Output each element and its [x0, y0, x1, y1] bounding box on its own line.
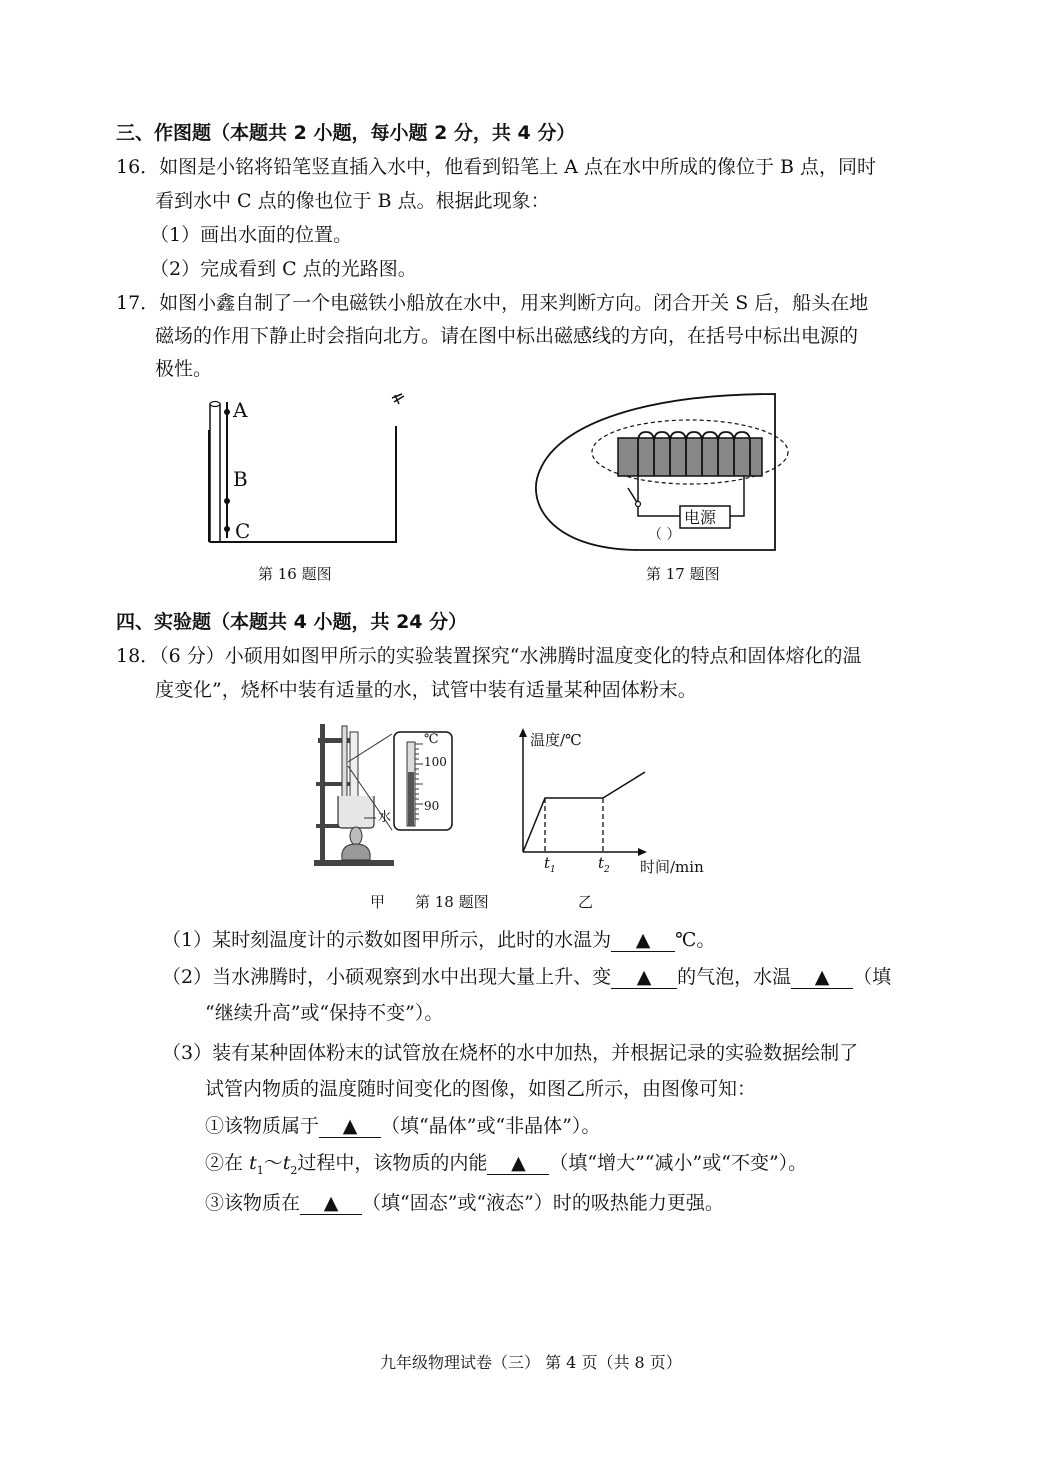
q17-line-2: 磁场的作用下静止时会指向北方。请在图中标出磁感线的方向，在括号中标出电源的	[155, 325, 859, 347]
fig18-cap-yi: 乙	[578, 893, 594, 911]
q18-line-2: 度变化”，烧杯中装有适量的水，试管中装有适量某种固体粉末。	[155, 679, 697, 701]
q18-part-3-1: ①该物质属于 ▲ （填“晶体”或“非晶体”）。	[205, 1115, 601, 1137]
q16-line-1: 16．如图是小铭将铅笔竖直插入水中，他看到铅笔上 A 点在水中所成的像位于 B 点，同时	[116, 156, 877, 178]
q18-part-3-3: ③该物质在 ▲ （填“固态”或“液态”）时的吸热能力更强。	[205, 1192, 724, 1214]
section-heading-3: 三、作图题（本题共 2 小题，每小题 2 分，共 4 分）	[116, 122, 576, 144]
figure-18-apparatus	[312, 722, 462, 872]
q18-part-2-line-2: “继续升高”或“保持不变”）。	[205, 1002, 444, 1024]
fig17-caption: 第 17 题图	[646, 565, 720, 583]
graph-t2: $t_2$	[598, 854, 610, 875]
fig16-label-c: C	[235, 519, 251, 543]
q16-sub-1: （1）画出水面的位置。	[150, 224, 353, 246]
q18-line-1: 18．（6 分）小硕用如图甲所示的实验装置探究“水沸腾时温度变化的特点和固体熔化的温	[116, 645, 862, 667]
q18-part-3-line-2: 试管内物质的温度随时间变化的图像，如图乙所示，由图像可知：	[205, 1078, 757, 1100]
fig18-water-label: 水	[378, 810, 392, 825]
q17-line-3: 极性。	[155, 358, 213, 380]
q17-line-1: 17．如图小鑫自制了一个电磁铁小船放在水中，用来判断方向。闭合开关 S 后，船头在地	[116, 292, 869, 314]
fig18-90: 90	[424, 799, 440, 813]
graph-xlabel: 时间/min	[640, 858, 704, 876]
q18-part-3-line-1: （3）装有某种固体粉末的试管放在烧杯的水中加热，并根据记录的实验数据绘制了	[162, 1042, 859, 1064]
fig17-bracket: （ ）	[648, 527, 681, 543]
graph-t1: $t_1$	[544, 854, 556, 875]
q16-line-2: 看到水中 C 点的像也位于 B 点。根据此现象：	[155, 190, 550, 212]
answer-blank-5[interactable]: ▲	[487, 1152, 549, 1175]
q18-part-1: （1）某时刻温度计的示数如图甲所示，此时的水温为 ▲ ℃。	[162, 929, 716, 951]
fig16-label-a: A	[233, 398, 248, 422]
page-footer: 九年级物理试卷（三） 第 4 页（共 8 页）	[380, 1353, 682, 1372]
answer-blank-3[interactable]: ▲	[791, 966, 853, 989]
answer-blank-1[interactable]: ▲	[611, 929, 675, 952]
fig18-cap-jia: 甲	[370, 893, 386, 911]
graph-ylabel: 温度/℃	[530, 731, 582, 749]
fig16-label-b: B	[233, 467, 248, 491]
q18-part-2: （2）当水沸腾时，小硕观察到水中出现大量上升、变 ▲ 的气泡，水温 ▲ （填	[162, 966, 892, 988]
section-heading-4: 四、实验题（本题共 4 小题，共 24 分）	[116, 611, 468, 633]
q18-part-3-2: ②在 $t_1\sim t_2$过程中，该物质的内能 ▲ （填“增大”“减小”或“不变”）。	[205, 1152, 808, 1177]
fig16-caption: 第 16 题图	[258, 565, 332, 583]
answer-blank-6[interactable]: ▲	[300, 1192, 362, 1215]
q16-sub-2: （2）完成看到 C 点的光路图。	[150, 258, 417, 280]
fig18-100: 100	[424, 755, 447, 769]
figure-16	[190, 390, 420, 550]
answer-blank-2[interactable]: ▲	[611, 966, 677, 989]
fig18-unit: ℃	[424, 732, 439, 747]
fig18-caption: 第 18 题图	[415, 893, 489, 911]
answer-blank-4[interactable]: ▲	[319, 1115, 381, 1138]
fig17-power-label: 电源	[684, 508, 717, 527]
